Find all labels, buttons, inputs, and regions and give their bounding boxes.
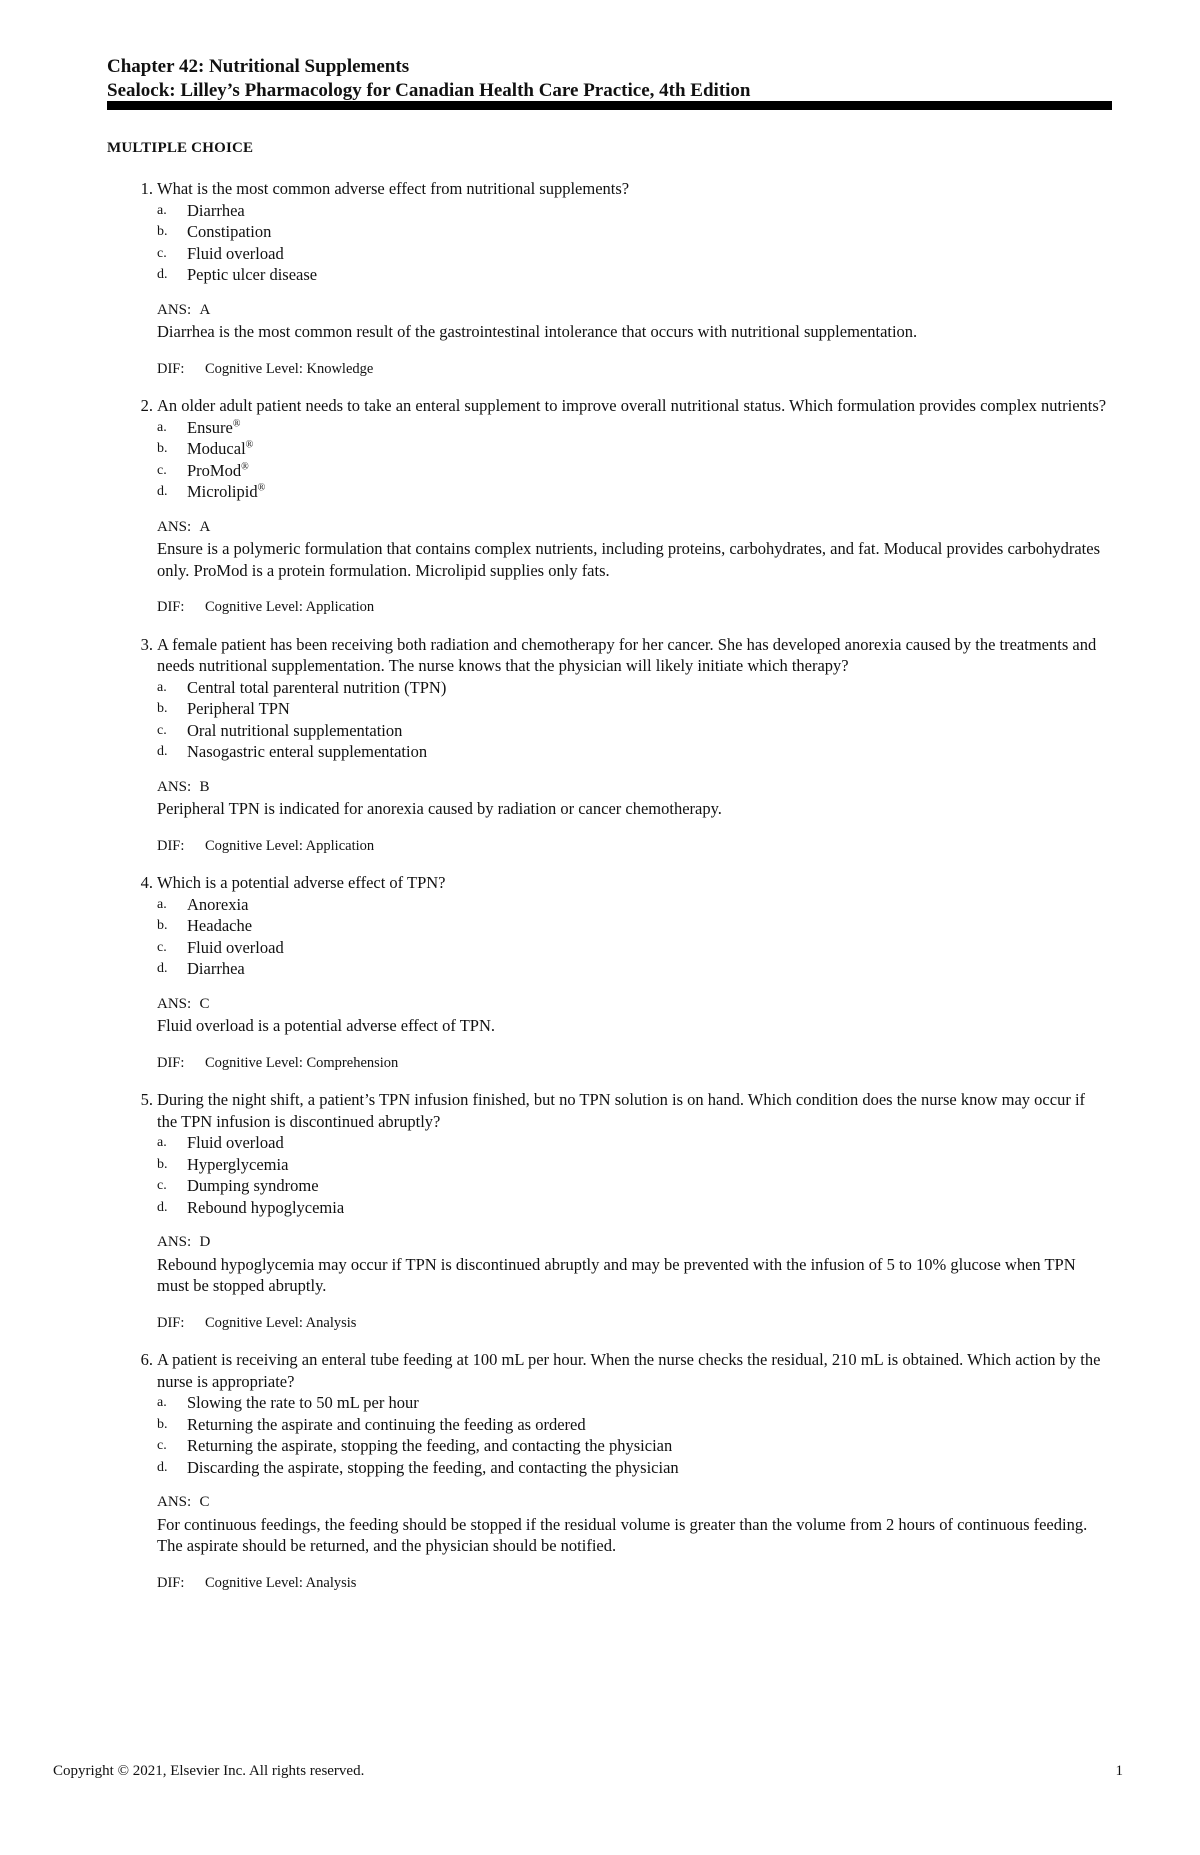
option-letter: c. (157, 1178, 167, 1193)
answer-block (157, 775, 1107, 820)
answer-rationale: Diarrhea is the most common result of the gastrointestinal intolerance that occurs with nutritional supplementation. (157, 322, 918, 341)
option-letter: d. (157, 484, 168, 499)
question-item (107, 1089, 1107, 1334)
option-letter: b. (157, 918, 168, 933)
option-letter: b. (157, 441, 168, 456)
option-text: Moducal (187, 439, 246, 458)
option-list (157, 417, 1107, 503)
option-letter: a. (157, 202, 167, 218)
question-number: 3. (140, 634, 153, 654)
option-letter: a. (157, 1135, 167, 1150)
option-text: Diarrhea (187, 959, 245, 978)
difficulty-level: Cognitive Level: Application (205, 837, 375, 854)
answer-label: ANS: (157, 518, 192, 535)
answer-option (157, 677, 1107, 699)
option-text: Fluid overload (187, 1133, 284, 1152)
answer-option (157, 698, 1107, 720)
page-header (107, 55, 1112, 103)
answer-key: C (199, 995, 210, 1012)
answer-key: D (199, 1234, 211, 1250)
answer-option (157, 481, 1107, 503)
option-letter: c. (157, 245, 167, 261)
question-number: 6. (140, 1350, 153, 1369)
question-stem: An older adult patient needs to take an enteral supplement to improve overall nutritional status. Which formulation provides complex nutrients? (157, 396, 1107, 415)
copyright-notice: Copyright © 2021, Elsevier Inc. All rights reserved. (53, 1763, 365, 1779)
option-text: Returning the aspirate and continuing the feeding as ordered (187, 1414, 586, 1434)
answer-option (157, 1414, 1107, 1436)
option-text: ProMod (187, 460, 242, 480)
option-letter: b. (157, 1416, 168, 1432)
answer-option (157, 460, 1107, 482)
difficulty-line (157, 1313, 1107, 1335)
difficulty-label: DIF: (157, 837, 185, 854)
difficulty-label: DIF: (157, 1574, 185, 1591)
difficulty-line (157, 1053, 1107, 1075)
question-number: 4. (140, 873, 153, 892)
header-rule (107, 101, 1112, 110)
answer-block (157, 1230, 1107, 1297)
option-text: Peripheral TPN (187, 699, 290, 718)
question-item (107, 395, 1107, 619)
option-letter: a. (157, 896, 167, 912)
answer-option (157, 1392, 1107, 1414)
answer-option (157, 958, 1107, 980)
answer-rationale: Rebound hypoglycemia may occur if TPN is discontinued abruptly and may be prevented with the infusion of 5 to 10% glucose when TPN must be stopped abruptly. (157, 1254, 1076, 1295)
difficulty-level: Cognitive Level: Knowledge (205, 360, 374, 377)
answer-option (157, 1132, 1107, 1154)
option-text: Ensure (187, 417, 233, 437)
difficulty-line (157, 597, 1107, 619)
answer-key: A (199, 301, 211, 318)
option-text: Constipation (187, 222, 272, 241)
difficulty-level: Cognitive Level: Comprehension (205, 1054, 399, 1071)
answer-option (157, 417, 1107, 439)
registered-mark: ® (241, 461, 249, 472)
option-text: Hyperglycemia (187, 1154, 289, 1174)
answer-rationale: Ensure is a polymeric formulation that contains complex nutrients, including proteins, carbohydrates, and fat. Moducal provides carbohydrates only. ProMod is a protein formulation. Microlipid supplies only fats. (157, 539, 1100, 580)
option-letter: d. (157, 961, 168, 976)
difficulty-line (157, 359, 1107, 381)
question-item (107, 634, 1107, 858)
option-text: Anorexia (187, 894, 249, 914)
difficulty-label: DIF: (157, 599, 185, 615)
answer-label: ANS: (157, 995, 192, 1012)
question-stem: A patient is receiving an enteral tube feeding at 100 mL per hour. When the nurse checks the residual, 210 mL is obtained. Which action by the nurse is appropriate? (157, 1350, 1101, 1391)
option-letter: a. (157, 679, 167, 695)
option-text: Fluid overload (187, 243, 284, 263)
answer-label: ANS: (157, 1494, 192, 1510)
option-text: Nasogastric enteral supplementation (187, 742, 428, 761)
question-item (107, 178, 1107, 380)
option-letter: b. (157, 224, 168, 239)
chapter-title: Chapter 42: Nutritional Supplements (107, 56, 410, 77)
answer-key: A (199, 518, 211, 535)
question-number: 1. (140, 179, 153, 198)
option-text: Oral nutritional supplementation (187, 720, 403, 740)
question-item (107, 1349, 1107, 1594)
option-letter: b. (157, 701, 168, 716)
option-letter: d. (157, 1459, 168, 1475)
answer-option (157, 720, 1107, 742)
option-letter: a. (157, 419, 167, 435)
difficulty-line (157, 1573, 1107, 1595)
answer-option (157, 1457, 1107, 1479)
answer-option (157, 200, 1107, 222)
registered-mark: ® (232, 418, 241, 429)
difficulty-line (157, 836, 1107, 858)
answer-option (157, 1154, 1107, 1176)
answer-key: C (199, 1494, 210, 1510)
option-text: Headache (187, 916, 253, 935)
question-stem: What is the most common adverse effect from nutritional supplements? (157, 179, 630, 198)
answer-block (157, 515, 1107, 582)
difficulty-label: DIF: (157, 1314, 185, 1331)
answer-block (157, 298, 1107, 343)
option-text: Dumping syndrome (187, 1176, 319, 1195)
option-list (157, 894, 1107, 980)
option-letter: d. (157, 267, 168, 282)
option-text: Slowing the rate to 50 mL per hour (187, 1393, 419, 1412)
answer-label: ANS: (157, 301, 192, 318)
question-stem: A female patient has been receiving both radiation and chemotherapy for her cancer. She has developed anorexia caused by the treatments and needs nutritional supplementation. The nurse knows that the physician will likely initiate which therapy? (157, 634, 1097, 675)
option-text: Rebound hypoglycemia (187, 1197, 345, 1217)
question-item (107, 872, 1107, 1074)
answer-option (157, 438, 1107, 460)
question-number: 5. (140, 1090, 153, 1109)
answer-rationale: For continuous feedings, the feeding should be stopped if the residual volume is greater than the volume from 2 hours of continuous feeding. The aspirate should be returned, and the physician should be notified. (157, 1514, 1088, 1555)
option-text: Diarrhea (187, 200, 245, 220)
option-letter: b. (157, 1156, 168, 1172)
answer-label: ANS: (157, 778, 192, 795)
option-letter: c. (157, 462, 167, 478)
answer-option (157, 915, 1107, 937)
answer-label: ANS: (157, 1234, 192, 1250)
option-letter: c. (157, 939, 167, 955)
page-footer (53, 1763, 1123, 1780)
answer-option (157, 221, 1107, 243)
answer-rationale: Fluid overload is a potential adverse effect of TPN. (157, 1016, 496, 1035)
answer-option (157, 741, 1107, 763)
answer-option (157, 264, 1107, 286)
option-text: Peptic ulcer disease (187, 265, 318, 284)
answer-rationale: Peripheral TPN is indicated for anorexia caused by radiation or cancer chemotherapy. (157, 799, 722, 818)
option-letter: c. (157, 1438, 167, 1453)
option-letter: d. (157, 1199, 168, 1215)
answer-option (157, 937, 1107, 959)
registered-mark: ® (245, 439, 254, 451)
difficulty-level: Cognitive Level: Analysis (205, 1314, 357, 1331)
answer-option (157, 243, 1107, 265)
book-title: Sealock: Lilley’s Pharmacology for Canadian Health Care Practice, 4th Edition (107, 80, 751, 101)
question-number: 2. (140, 396, 153, 415)
difficulty-level: Cognitive Level: Analysis (205, 1574, 357, 1591)
option-text: Fluid overload (187, 937, 284, 957)
answer-option (157, 1197, 1107, 1219)
option-letter: a. (157, 1395, 167, 1410)
difficulty-level: Cognitive Level: Application (205, 599, 375, 615)
section-title: MULTIPLE CHOICE (107, 140, 254, 156)
answer-option (157, 894, 1107, 916)
option-text: Microlipid (187, 482, 258, 501)
option-text: Central total parenteral nutrition (TPN) (187, 677, 447, 697)
difficulty-label: DIF: (157, 1054, 185, 1071)
option-text: Returning the aspirate, stopping the feeding, and contacting the physician (187, 1436, 673, 1455)
option-list (157, 200, 1107, 286)
answer-key: B (199, 778, 210, 795)
option-letter: d. (157, 744, 168, 759)
option-text: Discarding the aspirate, stopping the feeding, and contacting the physician (187, 1457, 679, 1477)
answer-block (157, 1490, 1107, 1557)
option-list (157, 677, 1107, 763)
option-list (157, 1132, 1107, 1218)
answer-option (157, 1435, 1107, 1457)
page-number: 1 (1115, 1763, 1123, 1779)
option-list (157, 1392, 1107, 1478)
difficulty-label: DIF: (157, 360, 185, 377)
question-list (107, 178, 1107, 1609)
answer-block (157, 992, 1107, 1037)
registered-mark: ® (257, 482, 266, 494)
answer-option (157, 1175, 1107, 1197)
question-stem: Which is a potential adverse effect of TPN? (157, 873, 446, 892)
option-letter: c. (157, 722, 167, 738)
question-stem: During the night shift, a patient’s TPN infusion finished, but no TPN solution is on hand. Which condition does the nurse know may occur if the TPN infusion is discontinued abruptly? (157, 1090, 1086, 1131)
